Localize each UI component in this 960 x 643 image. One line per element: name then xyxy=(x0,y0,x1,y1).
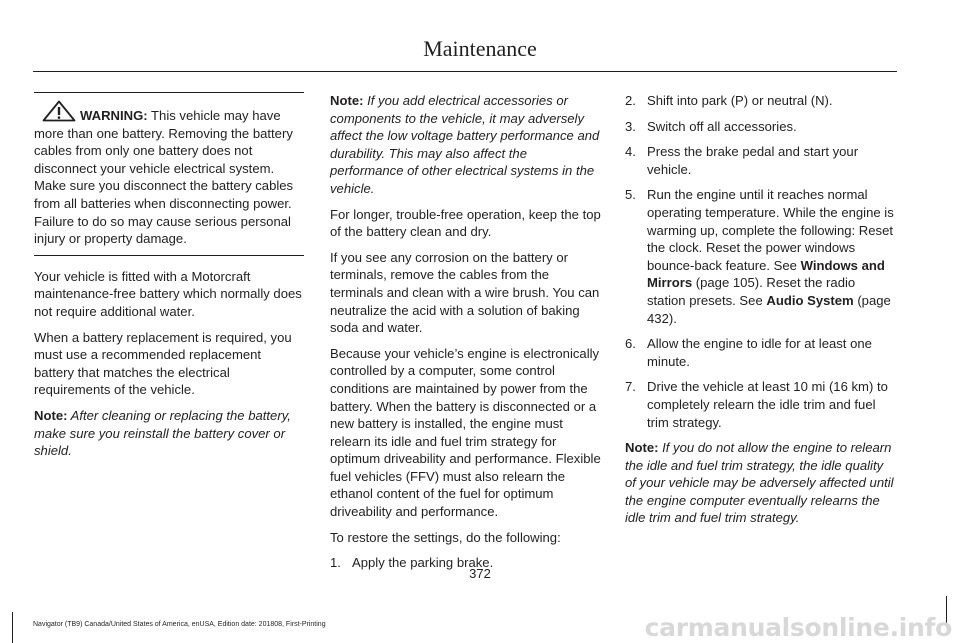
step-text: Drive the vehicle at least 10 mi (16 km) to completely relearn the idle trim and fuel trim strategy. xyxy=(647,379,888,430)
warning-triangle-icon xyxy=(42,100,76,122)
page-number: 372 xyxy=(469,566,491,581)
paragraph: Your vehicle is fitted with a Motorcraft maintenance-free battery which normally does not require additional water. xyxy=(34,268,302,319)
column-2 xyxy=(330,92,601,580)
warning-text: This vehicle may have more than one battery. Removing the battery cables from only one battery does not disconnect your vehicle electrical system. Make sure you disconnect the battery cables from all batteries when disconnecting power. Failure to do so may cause serious personal injury or property damage. xyxy=(34,108,294,247)
paragraph: When a battery replacement is required, you must use a recommended replacement battery that matches the electrical requirements of the vehicle. xyxy=(34,329,292,398)
note-text: If you add electrical accessories or components to the vehicle, it may adversely affect the low voltage battery performance and durability. This may also affect the performance of other electrical systems in the vehicle. xyxy=(330,93,600,196)
step-text: (page 105). Reset the radio station presets. See xyxy=(647,275,856,308)
warning-box xyxy=(34,92,304,256)
footer-text: Navigator (TB9) Canada/United States of America, enUSA, Edition date: 201808, First-Printing xyxy=(33,621,326,628)
watermark: carmanualsonline.info xyxy=(644,613,952,642)
cross-reference-link[interactable]: Windows and Mirrors xyxy=(647,257,885,291)
step-number: 3. xyxy=(625,118,636,134)
note-text: If you do not allow the engine to relearn the idle and fuel trim strategy, the idle quality of your vehicle may be adversely affected until the engine computer eventually relearns the idle trim and fuel trim strategy. xyxy=(625,440,894,526)
crop-mark xyxy=(12,612,13,643)
step-text: (page 432). xyxy=(647,292,891,326)
note xyxy=(34,407,304,460)
column-3 xyxy=(625,92,897,535)
list-item xyxy=(625,143,897,178)
note-text: After cleaning or replacing the battery, make sure you reinstall the battery cover or shield. xyxy=(34,407,291,459)
paragraph: For longer, trouble-free operation, keep the top of the battery clean and dry. xyxy=(330,206,601,240)
note xyxy=(330,92,601,198)
step-number: 4. xyxy=(625,144,636,160)
warning-label: WARNING: xyxy=(80,108,148,123)
step-number: 1. xyxy=(330,555,341,571)
note-label: Note: xyxy=(625,440,659,456)
paragraph: To restore the settings, do the following: xyxy=(330,529,561,545)
step-text: Allow the engine to idle for at least one minute. xyxy=(647,336,872,369)
list-item xyxy=(625,186,897,327)
step-text: Run the engine until it reaches normal operating temperature. While the engine is warming up, complete the following: Reset the clock. Reset the power windows bounce-back feature. See xyxy=(647,187,894,273)
note xyxy=(625,439,897,527)
step-number: 2. xyxy=(625,93,636,108)
paragraph: If you see any corrosion on the battery or terminals, remove the cables from the terminals and clean with a wire brush. You can neutralize the acid with a solution of baking soda and water. xyxy=(330,249,600,336)
steps-list xyxy=(625,92,897,431)
step-number: 5. xyxy=(625,187,636,203)
page-title: Maintenance xyxy=(423,36,537,61)
note-label: Note: xyxy=(34,407,68,423)
step-number: 6. xyxy=(625,336,636,352)
step-text: Shift into park (P) or neutral (N). xyxy=(647,93,833,108)
step-number: 7. xyxy=(625,379,636,395)
step-text: Switch off all accessories. xyxy=(647,118,797,134)
note-label: Note: xyxy=(330,93,364,108)
list-item xyxy=(625,118,897,136)
header-rule xyxy=(33,71,897,72)
list-item xyxy=(625,92,897,110)
step-text: Press the brake pedal and start your vehicle. xyxy=(647,144,859,177)
cross-reference-link[interactable]: Audio System xyxy=(766,292,854,308)
step-text: Apply the parking brake. xyxy=(352,555,494,571)
list-item xyxy=(625,335,897,370)
paragraph: Because your vehicle’s engine is electronically controlled by a computer, some control conditions are maintained by power from the battery. When the battery is disconnected or a new battery is installed, the engine must relearn its idle and fuel trim strategy for optimum driveability and performance. Flexible fuel vehicles (FFV) must also relearn the ethanol content of the fuel for optimum driveability and performance. xyxy=(330,345,601,520)
list-item xyxy=(625,378,897,431)
column-1 xyxy=(34,92,304,468)
